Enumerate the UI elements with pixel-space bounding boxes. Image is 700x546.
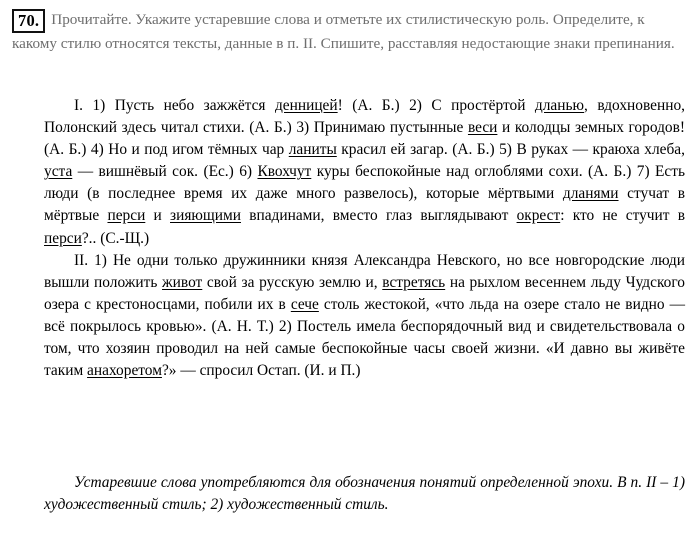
archaic-word: веси: [467, 119, 498, 137]
part-one-paragraph: [44, 95, 685, 250]
item-text: Есть люди (в последнее время их даже много развелось), которые мёртвыми: [44, 163, 685, 203]
item-text: красил ей загар. (А. Б.): [336, 141, 495, 159]
part-one-marker: I.: [74, 97, 83, 114]
item-text: , вдохновенно, Полонский здесь читал стихи. (А. Б.): [44, 97, 686, 137]
item-number: 7): [636, 163, 650, 181]
item-text: Постель имела беспорядочный вид и свидетельствовала о том, что хозяин проводил на ней самые беспокойные часы своей жизни. «И давно вы живёте таким: [44, 317, 685, 380]
item-text: С простёртой: [431, 97, 535, 114]
archaic-word: анахоретом: [87, 362, 162, 380]
item-text: Принимаю пустынные: [313, 119, 468, 137]
archaic-word: уста: [44, 163, 73, 181]
answer-text: Устаревшие слова употребляются для обозначения понятий определенной эпохи. В п. II – 1) художественный стиль; 2) художественный стиль.: [44, 474, 685, 514]
item-text: и колодцы земных городов! (А. Б.): [44, 119, 685, 159]
item-text: впадинами, вместо глаз выглядывают: [240, 207, 517, 225]
archaic-word: ланиты: [288, 141, 337, 159]
archaic-word: денницей: [274, 97, 338, 114]
item-number: 2): [278, 317, 292, 335]
exercise-body: [44, 95, 685, 382]
item-number: 6): [239, 163, 253, 181]
archaic-word: зияющими: [170, 207, 241, 225]
item-text: куры беспокойные над оглоблями сохи. (А. Б.): [311, 163, 632, 181]
item-text: : кто не стучит в: [560, 207, 685, 225]
part-two-marker: II.: [74, 251, 89, 269]
item-number: 2): [409, 97, 422, 114]
item-text: ! (А. Б.): [337, 97, 400, 114]
exercise-instruction: Прочитайте. Укажите устаревшие слова и отметьте их стилистическую роль. Определите, к какому стилю относятся тексты, данные в п. II. Спишите, расставляя недостающие знаки препинания.: [12, 11, 675, 52]
archaic-word: Квохчут: [257, 163, 312, 181]
item-text: и: [145, 207, 171, 225]
item-text: ?» — спросил Остап. (И. и П.): [161, 362, 361, 380]
answer-block: [44, 472, 685, 516]
archaic-word: перси: [44, 229, 82, 247]
archaic-word: встретясь: [382, 273, 446, 291]
archaic-word: окрест: [516, 207, 561, 225]
item-number: 1): [94, 251, 107, 269]
archaic-word: дланями: [562, 185, 619, 203]
item-text: свой за русскую землю и,: [202, 273, 383, 291]
item-text: Пусть небо зажжётся: [114, 97, 275, 114]
exercise-number-box: 70.: [12, 9, 45, 33]
item-number: 3): [296, 119, 310, 137]
item-text: — вишнёвый сок. (Ес.): [72, 163, 234, 181]
item-number: 5): [499, 141, 512, 159]
item-text: ?.. (С.-Щ.): [81, 229, 150, 247]
item-text: стучат в мёртвые: [44, 185, 685, 225]
archaic-word: живот: [162, 273, 203, 291]
archaic-word: дланью: [534, 97, 585, 114]
item-text: В руках — краюха хлеба,: [516, 141, 685, 159]
item-number: 1): [92, 97, 106, 114]
archaic-word: сече: [290, 295, 319, 313]
part-two-paragraph: [44, 250, 685, 383]
item-text: столь жестокой, «что льда на озере стало не видно — всё покрылось кровью». (А. Н. Т.): [44, 295, 686, 335]
archaic-word: перси: [107, 207, 146, 225]
item-number: 4): [90, 141, 104, 159]
item-text: Не одни только дружинники князя Александра Невского, но все новгородские люди вышли положить: [44, 251, 685, 291]
item-text: на рыхлом весеннем льду Чудского озера с крестоносцами, побили их в: [44, 273, 685, 313]
item-text: Но и под игом тёмных чар: [108, 141, 289, 159]
task-header: [12, 9, 688, 55]
